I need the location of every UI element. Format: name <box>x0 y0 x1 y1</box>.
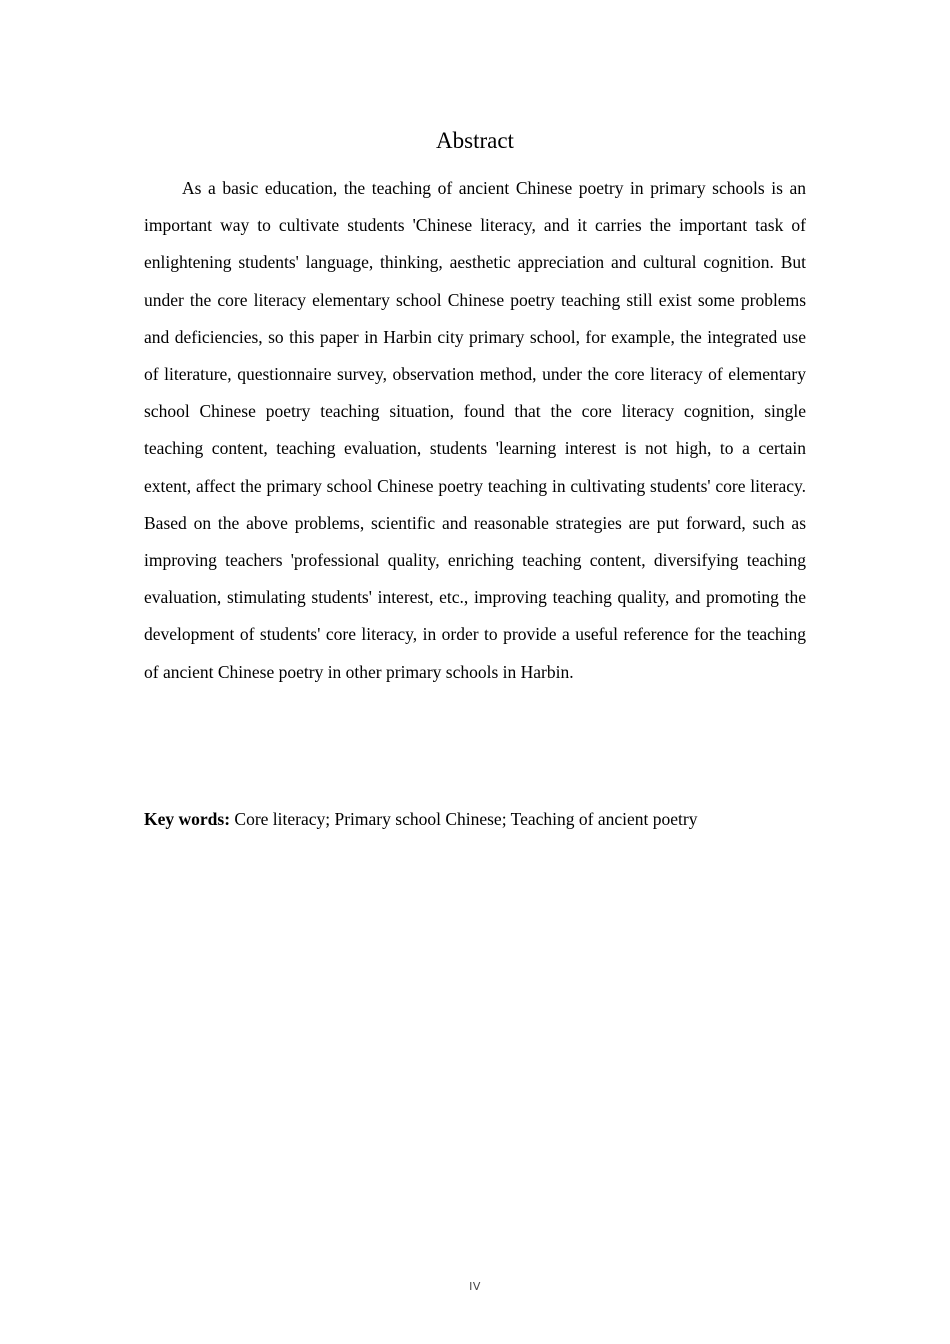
page-number: IV <box>469 1280 481 1293</box>
abstract-body: As a basic education, the teaching of ancient Chinese poetry in primary schools is an important way to cultivate students 'Chinese literacy, and it carries the important task of enlightening students' language, thinking, aesthetic appreciation and cultural cognition. But under the core literacy elementary school Chinese poetry teaching still exist some problems and deficiencies, so this paper in Harbin city primary school, for example, the integrated use of literature, questionnaire survey, observation method, under the core literacy of elementary school Chinese poetry teaching situation, found that the core literacy cognition, single teaching content, teaching evaluation, students 'learning interest is not high, to a certain extent, affect the primary school Chinese poetry teaching in cultivating students' core literacy. Based on the above problems, scientific and reasonable strategies are put forward, such as improving teachers 'professional quality, enriching teaching content, diversifying teaching evaluation, stimulating students' interest, etc., improving teaching quality, and promoting the development of students' core literacy, in order to provide a useful reference for the teaching of ancient Chinese poetry in other primary schools in Harbin. <box>144 178 806 682</box>
keywords-line <box>144 803 844 835</box>
abstract-title: Abstract <box>436 128 514 153</box>
keywords-text: Core literacy; Primary school Chinese; Teaching of ancient poetry <box>230 809 698 829</box>
keywords-label: Key words: <box>144 809 231 829</box>
